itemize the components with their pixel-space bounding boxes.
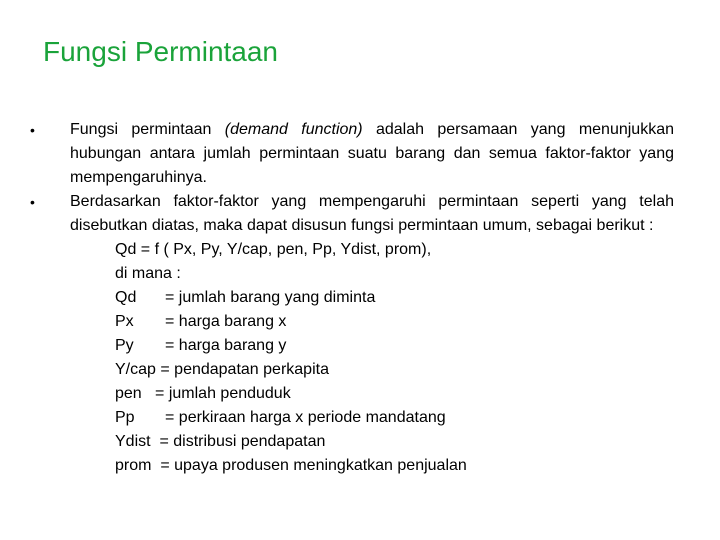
definition-term: Y/cap	[115, 361, 156, 378]
definition-row	[30, 430, 674, 454]
bullet-text-1-pre: Fungsi permintaan	[70, 121, 225, 138]
definition-term: prom	[115, 457, 152, 474]
bullet-item-1	[30, 118, 674, 190]
definition-term: Px	[115, 313, 134, 330]
definition-text: = jumlah barang yang diminta	[165, 289, 376, 306]
bullet-text-1-italic: (demand function)	[224, 121, 363, 138]
definition-text: = distribusi pendapatan	[159, 433, 326, 450]
definition-row	[30, 358, 674, 382]
definition-text: = upaya produsen meningkatkan penjualan	[160, 457, 467, 474]
definition-row	[30, 334, 674, 358]
definition-text: = perkiraan harga x periode mandatang	[165, 409, 446, 426]
bullet-item-2	[30, 190, 674, 238]
definition-text: = harga barang x	[165, 313, 287, 330]
slide-body	[30, 118, 674, 478]
definition-row	[30, 310, 674, 334]
definition-text: = jumlah penduduk	[155, 385, 291, 402]
definition-text: = harga barang y	[165, 337, 287, 354]
bullet-icon: •	[30, 194, 35, 210]
definition-term: pen	[115, 385, 142, 402]
definition-row	[30, 406, 674, 430]
slide-title: Fungsi Permintaan	[43, 36, 279, 67]
definition-text: = pendapatan perkapita	[160, 361, 329, 378]
bullet-text-1-post: adalah persamaan yang menunjukkan hubungan antara jumlah permintaan suatu barang dan semua faktor-faktor yang mempengaruhinya.	[70, 121, 674, 186]
bullet-text-1	[70, 118, 674, 190]
definition-row	[30, 286, 674, 310]
bullet-icon: •	[30, 122, 35, 138]
definition-row	[30, 454, 674, 478]
definition-term: Py	[115, 337, 134, 354]
definition-row	[30, 382, 674, 406]
definition-term: Ydist	[115, 433, 151, 450]
definition-term: Pp	[115, 409, 135, 426]
di-mana-label: di mana :	[115, 265, 181, 282]
definition-term: Qd	[115, 289, 137, 306]
demand-formula: Qd = f ( Px, Py, Y/cap, pen, Pp, Ydist, prom),	[115, 241, 432, 258]
bullet-text-2: Berdasarkan faktor-faktor yang mempengaruhi permintaan seperti yang telah disebutkan diatas, maka dapat disusun fungsi permintaan umum, sebagai berikut :	[70, 193, 674, 234]
